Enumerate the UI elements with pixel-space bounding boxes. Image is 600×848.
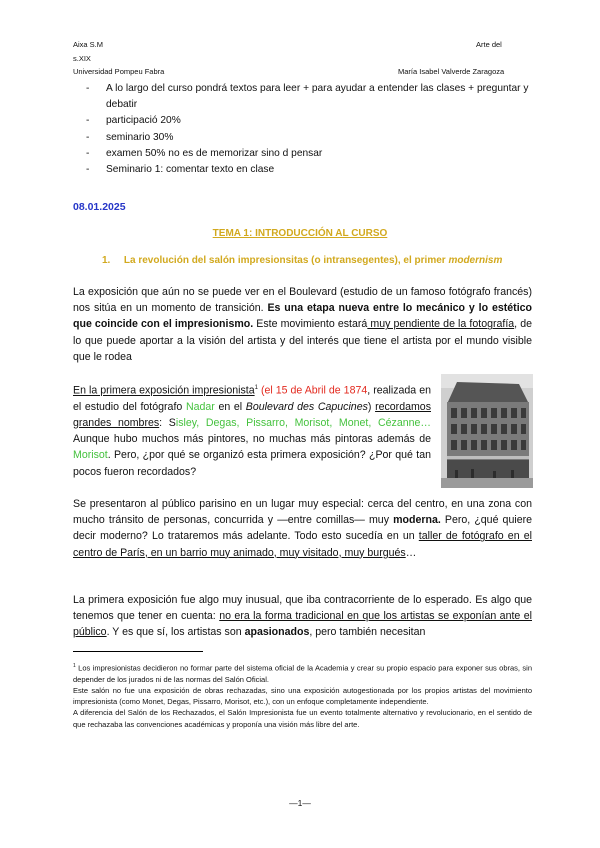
footnote-line: Este salón no fue una exposición de obras rechazadas, sino una exposición autogestionada por los propios artistas del movimiento impresionista (como Monet, Degas, Pissarro, Morisot, etc.), con un enfoque completamente independiente. (73, 685, 532, 707)
paragraph-3: Se presentaron al público parisino en un lugar muy especial: cerca del centro, en una zona con mucho tránsito de personas, concurrida y —entre comillas— muy moderna. Pero, ¿qué quiere decir moderno? Lo trataremos más adelante. Todo esto sucedía en un taller de fotógrafo en el centro de París, en un barrio muy animado, muy visitado, muy burgués… (73, 498, 533, 559)
header-university: Universidad Pompeu Fabra (73, 67, 165, 76)
paragraph-4: La primera exposición fue algo muy inusual, que iba contracorriente de lo esperado. Es algo que tenemos que tener en cuenta: no era la forma tradicional en que los artistas se exponían ante el público. Y es que sí, los artistas son apasionados, pero también necesitan (73, 594, 532, 639)
course-info-list (86, 81, 536, 178)
paragraph-1: La exposición que aún no se puede ver en el Boulevard (estudio de un famoso fotógrafo francés) nos sitúa en un momento de transición. Es una etapa nueva entre lo mecánico y lo estético que coincide con el impresionismo. Este movimiento estará muy pendiente de la fotografía, de lo que puede aportar a la visión del artista y del interés que tiene el artista por el mundo visible que le rodea (73, 286, 533, 363)
building-photo (441, 374, 533, 488)
section-italic: modernism (448, 255, 503, 266)
header-course: Arte del (476, 40, 502, 49)
footnote-ref[interactable]: 1 (254, 385, 258, 391)
footnote-line: A diferencia del Salón de los Rechazados, el Salón Impresionista fue un evento totalmente alternativo y revolucionario, en el sentido de que rechazaba las convenciones académicas y proponía una visión más libre del arte. (73, 708, 532, 729)
header-course-cont: s.XIX (73, 54, 91, 63)
footnote (73, 661, 532, 730)
header-professor: María Isabel Valverde Zaragoza (398, 67, 505, 76)
list-item: - examen 50% no es de memorizar sino d pensar (86, 147, 323, 159)
list-item: - A lo largo del curso pondrá textos para leer + para ayudar a entender las clases + preguntar y debatir (86, 83, 529, 111)
page-number: —1— (289, 798, 311, 808)
footnote-line: $^1$ Los impresionistas decidieron no formar parte del sistema oficial de la Academia y crear su propio espacio para exponer sus obras, sin depender de los jurados ni de las normas del Salón Oficial. (73, 663, 532, 684)
list-item: - participació 20% (86, 115, 181, 127)
section-text: La revolución del salón impresionsitas (o intransegentes), el primer (123, 255, 449, 266)
lecture-date: 08.01.2025 (73, 201, 126, 213)
footnote-divider (73, 651, 203, 652)
nadar-studio-photo (441, 374, 533, 488)
header-author: Aixa S.M (73, 40, 104, 49)
list-item: - Seminario 1: comentar texto en clase (86, 164, 275, 176)
section-heading (102, 255, 502, 266)
list-item: - seminario 30% (86, 131, 174, 143)
section-number: 1. (102, 255, 111, 266)
tema-title: TEMA 1: INTRODUCCIÓN AL CURSO (212, 228, 388, 239)
paragraph-2: En la primera exposición impresionista$^1$ (el 15 de Abril de 1874, realizada en el estudio del fotógrafo Nadar en el Boulevard des Capucines) recordamos grandes nombres: Sisley, Degas, Pissarro, Morisot, Monet, Cézanne… Aunque hubo muchos más pintores, no muchas más pintoras además de Morisot. Pero, ¿por qué se organizó esta primera exposición? ¿Por qué tan pocos fueron recordados? (73, 384, 431, 478)
